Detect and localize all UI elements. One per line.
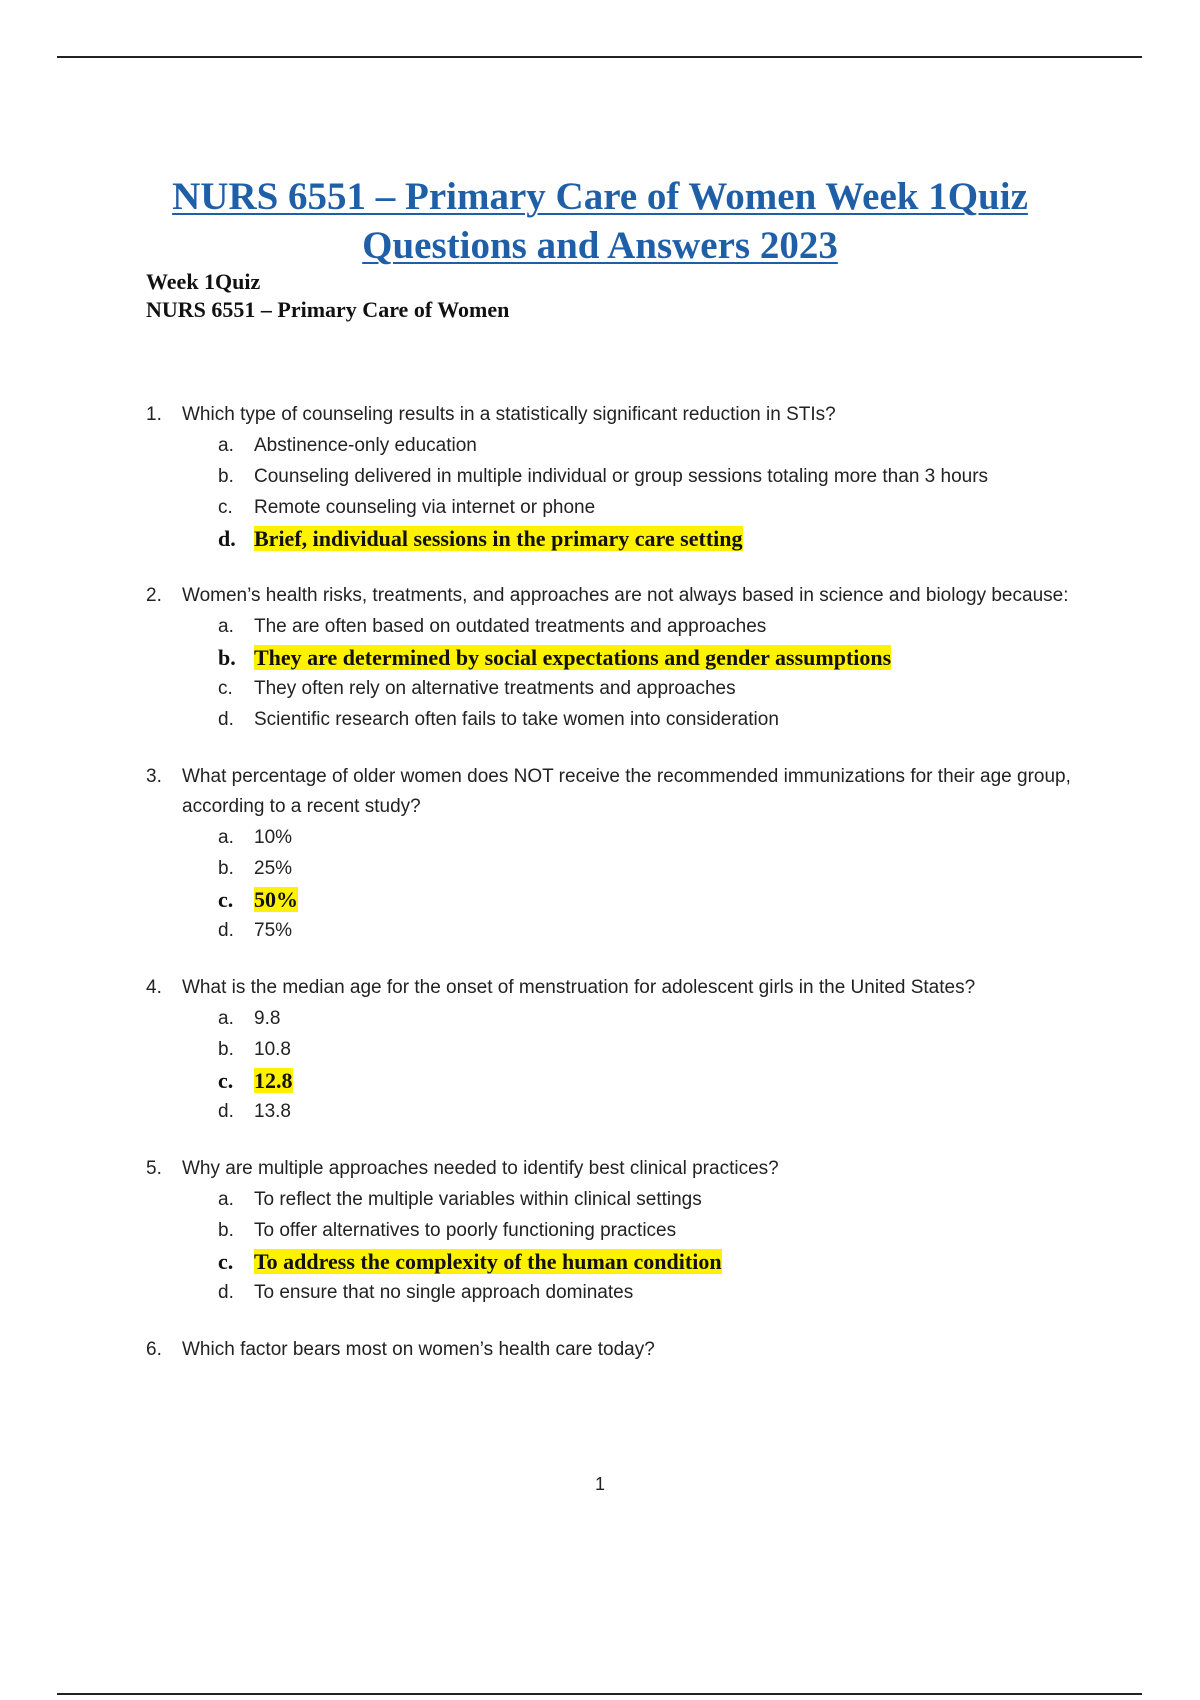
answer-option [0, 461, 1200, 492]
question-stem [0, 400, 1200, 430]
question-item [0, 973, 1200, 1127]
option-text: Abstinence-only education [254, 435, 477, 456]
answer-option-correct [0, 1246, 1200, 1277]
question-stem [0, 973, 1200, 1003]
option-text: Counseling delivered in multiple individual or group sessions totaling more than 3 hours [254, 466, 989, 487]
answer-option-correct [0, 523, 1200, 554]
answer-option-correct [0, 884, 1200, 915]
answer-option [0, 704, 1200, 735]
option-text: Scientific research often fails to take women into consideration [254, 709, 779, 730]
answer-option [0, 822, 1200, 853]
option-letter: c. [218, 678, 233, 699]
question-item [0, 400, 1200, 554]
option-text: The are often based on outdated treatments and approaches [254, 616, 767, 637]
option-text: Remote counseling via internet or phone [254, 497, 596, 518]
question-item [0, 1154, 1200, 1308]
answer-option [0, 611, 1200, 642]
question-stem [0, 1335, 1200, 1365]
option-text: 9.8 [254, 1008, 281, 1029]
question-stem [0, 762, 1200, 822]
question-text: What is the median age for the onset of menstruation for adolescent girls in the United States? [182, 977, 976, 998]
option-letter: a. [218, 435, 234, 456]
answer-option [0, 492, 1200, 523]
question-text: Why are multiple approaches needed to identify best clinical practices? [182, 1158, 779, 1179]
question-number: 5. [146, 1158, 162, 1179]
answer-option-correct [0, 1065, 1200, 1096]
option-letter: a. [218, 1189, 234, 1210]
option-letter: c. [218, 497, 233, 518]
quiz-subheading: Week 1Quiz [146, 269, 261, 294]
option-letter: d. [218, 709, 234, 730]
option-letter: a. [218, 827, 234, 848]
answer-option [0, 1096, 1200, 1127]
answer-option [0, 915, 1200, 946]
option-text: To reflect the multiple variables within clinical settings [254, 1189, 702, 1210]
title-line-1: NURS 6551 – Primary Care of Women Week 1Quiz [172, 175, 1028, 218]
answer-option [0, 1277, 1200, 1308]
option-text: 25% [254, 858, 293, 879]
option-text: 13.8 [254, 1101, 291, 1122]
answer-option [0, 1003, 1200, 1034]
highlighted-answer-text: To address the complexity of the human condition [254, 1249, 722, 1274]
question-number: 4. [146, 977, 162, 998]
highlighted-answer-text: 12.8 [254, 1068, 293, 1093]
title-line-2: Questions and Answers 2023 [362, 224, 838, 267]
answer-option [0, 1215, 1200, 1246]
answer-options [0, 1003, 1200, 1127]
option-letter: c. [218, 1249, 234, 1274]
option-text: 10% [254, 827, 293, 848]
answer-options [0, 1184, 1200, 1308]
option-text: To ensure that no single approach dominates [254, 1282, 634, 1303]
question-stem [0, 581, 1200, 611]
question-text: Which factor bears most on women’s health care today? [182, 1339, 655, 1360]
question-item [0, 1335, 1200, 1365]
page-title [150, 172, 1050, 270]
answer-option [0, 853, 1200, 884]
option-letter: b. [218, 1220, 234, 1241]
answer-options [0, 611, 1200, 735]
question-text: Which type of counseling results in a statistically significant reduction in STIs? [182, 404, 836, 425]
answer-option-correct [0, 642, 1200, 673]
question-list [0, 400, 1200, 1392]
option-letter: b. [218, 466, 234, 487]
course-subheading: NURS 6551 – Primary Care of Women [146, 297, 510, 322]
option-letter: d. [218, 1101, 234, 1122]
option-text: 75% [254, 920, 293, 941]
question-item [0, 762, 1200, 946]
question-number: 2. [146, 585, 162, 606]
answer-options [0, 430, 1200, 554]
highlighted-answer-text: They are determined by social expectations and gender assumptions [254, 645, 892, 670]
option-text: To offer alternatives to poorly functioning practices [254, 1220, 677, 1241]
option-letter: d. [218, 1282, 234, 1303]
highlighted-answer-text: 50% [254, 887, 298, 912]
answer-option [0, 430, 1200, 461]
answer-options [0, 822, 1200, 946]
option-letter: c. [218, 887, 234, 912]
option-letter: b. [218, 858, 234, 879]
option-letter: c. [218, 1068, 234, 1093]
option-letter: d. [218, 526, 236, 551]
option-text: 10.8 [254, 1039, 291, 1060]
question-item [0, 581, 1200, 735]
answer-option [0, 673, 1200, 704]
option-letter: a. [218, 1008, 234, 1029]
option-letter: a. [218, 616, 234, 637]
top-rule [57, 56, 1142, 58]
answer-option [0, 1034, 1200, 1065]
question-number: 6. [146, 1339, 162, 1360]
question-text: What percentage of older women does NOT receive the recommended immunizations for their age group, according to a recent study? [182, 766, 1071, 817]
option-letter: d. [218, 920, 234, 941]
option-letter: b. [218, 645, 236, 670]
question-number: 3. [146, 766, 162, 787]
option-text: They often rely on alternative treatments and approaches [254, 678, 736, 699]
highlighted-answer-text: Brief, individual sessions in the primary care setting [254, 526, 743, 551]
question-text: Women’s health risks, treatments, and approaches are not always based in science and biology because: [182, 585, 1069, 606]
question-stem [0, 1154, 1200, 1184]
bottom-rule [57, 1693, 1142, 1695]
page-number: 1 [594, 1474, 605, 1494]
option-letter: b. [218, 1039, 234, 1060]
answer-option [0, 1184, 1200, 1215]
question-number: 1. [146, 404, 162, 425]
